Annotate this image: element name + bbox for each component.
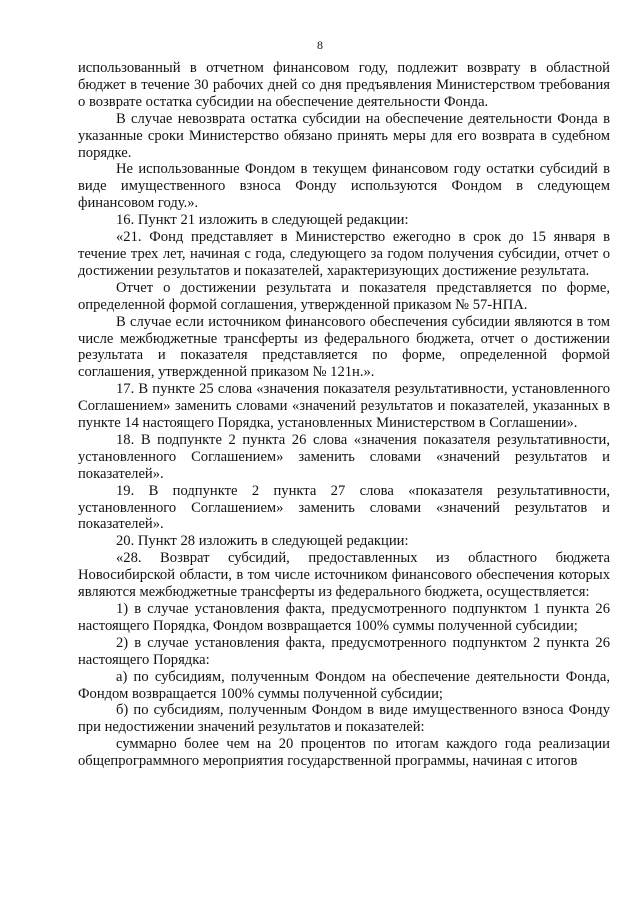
paragraph: Не использованные Фондом в текущем финансовом году остатки субсидий в виде имущественного взноса Фонду используются Фондом в следующем финансовом году.». xyxy=(78,161,610,212)
paragraph: В случае невозврата остатка субсидии на обеспечение деятельности Фонда в указанные сроки Министерство обязано принять меры для его возврата в судебном порядке. xyxy=(78,110,610,161)
page-number: 8 xyxy=(317,38,323,52)
paragraph: 1) в случае установления факта, предусмотренного подпунктом 1 пункта 26 настоящего Порядка, Фондом возвращается 100% суммы полученной субсидии; xyxy=(78,601,610,634)
paragraph: «21. Фонд представляет в Министерство ежегодно в срок до 15 января в течение трех лет, начиная с года, следующего за годом получения субсидии, отчет о достижении результатов и показателей, характеризующих достижение результата. xyxy=(78,229,610,279)
paragraph: «28. Возврат субсидий, предоставленных из областного бюджета Новосибирской области, в том числе источником финансового обеспечения которых являются межбюджетные трансферты из федерального бюджета, осуществляется: xyxy=(78,550,610,601)
paragraph: 16. Пункт 21 изложить в следующей редакции: xyxy=(116,212,409,229)
paragraph: 2) в случае установления факта, предусмотренного подпунктом 2 пункта 26 настоящего Порядка: xyxy=(78,634,610,668)
paragraph: суммарно более чем на 20 процентов по итогам каждого года реализации общепрограммного мероприятия государственной программы, начиная с итогов xyxy=(78,736,610,770)
paragraph: В случае если источником финансового обеспечения субсидии являются в том числе межбюджетные трансферты из федерального бюджета, отчет о достижении результата и показателя представляется по форме, определенной формой соглашения, утвержденной приказом № 121н.». xyxy=(78,313,610,381)
paragraph: 19. В подпункте 2 пункта 27 слова «показателя результативности, установленного Соглашением» заменить словами «значений результатов и показателей». xyxy=(78,482,610,533)
paragraph: использованный в отчетном финансовом году, подлежит возврату в областной бюджет в течение 30 рабочих дней со дня предъявления Министерством требования о возврате остатка субсидии на обеспечение деятельности Фонда. xyxy=(78,60,610,110)
paragraph: Отчет о достижении результата и показателя представляется по форме, определенной формой соглашения, утвержденной приказом № 57-НПА. xyxy=(78,279,610,313)
paragraph: а) по субсидиям, полученным Фондом на обеспечение деятельности Фонда, Фондом возвращается 100% суммы полученной субсидии; xyxy=(78,668,610,702)
paragraph: 17. В пункте 25 слова «значения показателя результативности, установленного Соглашением» заменить словами «значений результатов и показателей, указанных в пункте 14 настоящего Порядка, установленных Министерством в Соглашении». xyxy=(78,381,610,432)
paragraph: 20. Пункт 28 изложить в следующей редакции: xyxy=(116,533,409,550)
document-body xyxy=(78,60,610,770)
paragraph: б) по субсидиям, полученным Фондом в виде имущественного взноса Фонду при недостижении значений результатов и показателей: xyxy=(78,702,610,736)
paragraph: 18. В подпункте 2 пункта 26 слова «значения показателя результативности, установленного Соглашением» заменить словами «значений результатов и показателей». xyxy=(78,431,610,482)
